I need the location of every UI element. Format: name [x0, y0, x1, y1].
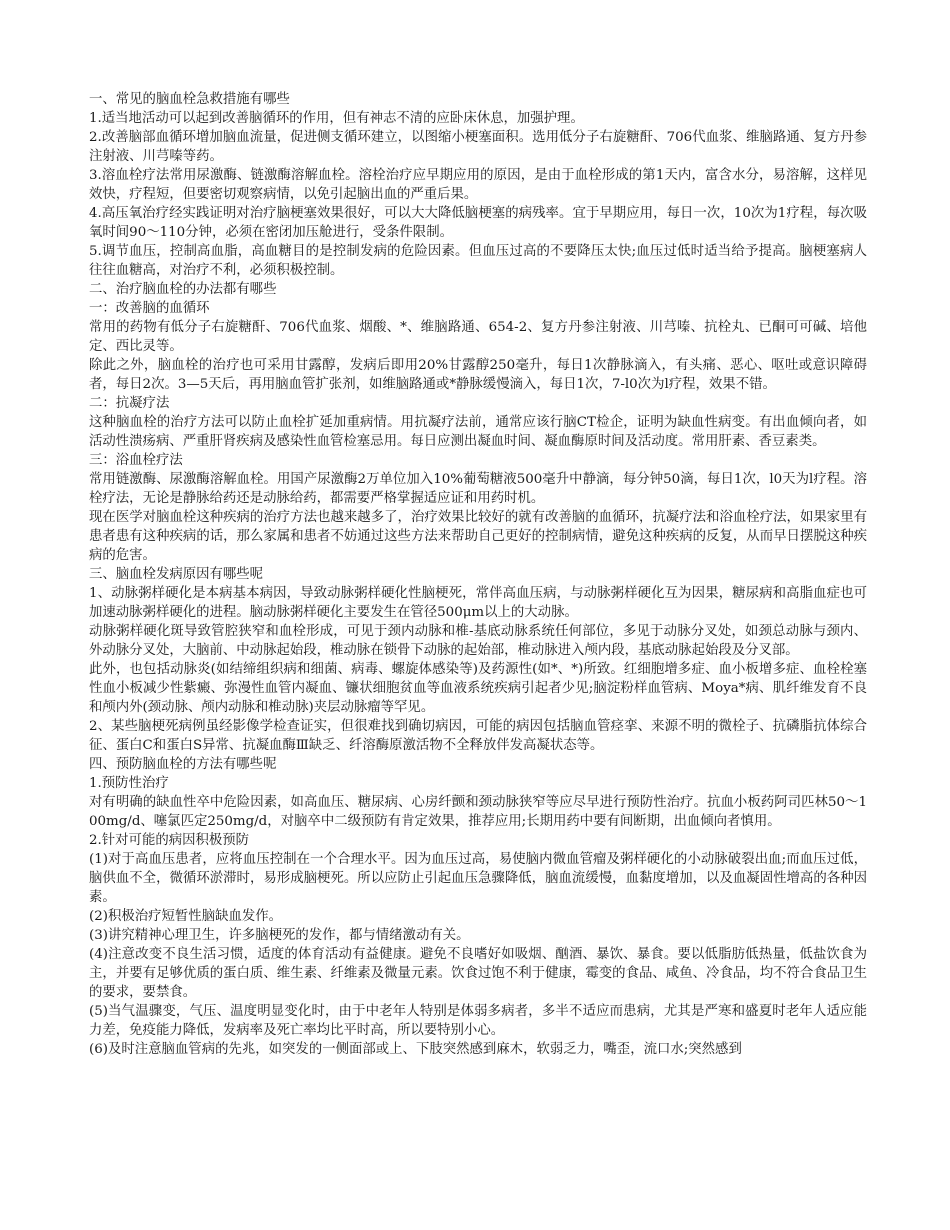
paragraph: 5.调节血压，控制高血脂，高血糖目的是控制发病的危险因素。但血压过高的不要降压太快;血压过低时适当给予提高。脑梗塞病人往往血糖高，对治疗不利，必须积极控制。: [89, 244, 867, 278]
paragraph: 常用链激酶、尿激酶溶解血栓。用国产尿激酶2万单位加入10%葡萄糖液500毫升中静滴，每分钟50滴，每日1次，l0天为l疗程。溶栓疗法，无论是静脉给药还是动脉给药，都需要严格掌握适应证和用药时机。: [89, 472, 867, 506]
paragraph: (5)当气温骤变，气压、温度明显变化时，由于中老年人特别是体弱多病者，多半不适应而患病，尤其是严寒和盛夏时老年人适应能力差，免疫能力降低，发病率及死亡率均比平时高，所以要特别小心。: [89, 1004, 867, 1038]
document-body: [89, 90, 867, 1059]
section-heading: 一、常见的脑血栓急救措施有哪些: [89, 92, 290, 107]
section-heading: 四、预防脑血栓的方法有哪些呢: [89, 757, 277, 772]
section-heading: 一：改善脑的血循环: [89, 301, 210, 316]
paragraph: 常用的药物有低分子右旋糖酐、706代血浆、烟酸、*、维脑路通、654-2、复方丹参注射液、川芎嗪、抗栓丸、已酮可可碱、培他定、西比灵等。: [89, 320, 867, 354]
paragraph: (6)及时注意脑血管病的先兆，如突发的一侧面部或上、下肢突然感到麻木，软弱乏力，嘴歪，流口水;突然感到: [89, 1042, 742, 1057]
paragraph: 1.适当地活动可以起到改善脑循环的作用，但有神志不清的应卧床休息，加强护理。: [89, 111, 584, 126]
paragraph: 对有明确的缺血性卒中危险因素，如高血压、糖尿病、心房纤颤和颈动脉狭窄等应尽早进行预防性治疗。抗血小板药阿司匹林50～100mg/d、噻氯匹定250mg/d，对脑卒中二级预防有肯定效果，推荐应用;长期用药中要有间断期，出血倾向者慎用。: [89, 795, 867, 829]
paragraph: 4.高压氧治疗经实践证明对治疗脑梗塞效果很好，可以大大降低脑梗塞的病残率。宜于早期应用，每日一次，10次为1疗程，每次吸氧时间90～110分钟，必须在密闭加压舱进行，受条件限制。: [89, 206, 867, 240]
section-heading: 三、脑血栓发病原因有哪些呢: [89, 567, 264, 582]
paragraph: 3.溶血栓疗法常用尿激酶、链激酶溶解血栓。溶栓治疗应早期应用的原因，是由于血栓形成的第1天内，富含水分，易溶解，这样见效快，疗程短，但要密切观察病情，以免引起脑出血的严重后果。: [89, 168, 867, 202]
paragraph: (1)对于高血压患者，应将血压控制在一个合理水平。因为血压过高，易使脑内微血管瘤及粥样硬化的小动脉破裂出血;而血压过低，脑供血不全，微循环淤滞时，易形成脑梗死。所以应防止引起血压急骤降低，脑血流缓慢，血黏度增加，以及血凝固性增高的各种因素。: [89, 852, 867, 905]
paragraph: 现在医学对脑血栓这种疾病的治疗方法也越来越多了，治疗效果比较好的就有改善脑的血循环，抗凝疗法和浴血栓疗法，如果家里有患者患有这种疾病的话，那么家属和患者不妨通过这些方法来帮助自己更好的控制病情，避免这种疾病的反复，从而早日摆脱这种疾病的危害。: [89, 510, 867, 563]
paragraph: (3)讲究精神心理卫生，许多脑梗死的发作，都与情绪激动有关。: [89, 928, 470, 943]
paragraph: 除此之外，脑血栓的治疗也可采用甘露醇，发病后即用20%甘露醇250毫升，每日1次静脉滴入，有头痛、恶心、呕吐或意识障碍者，每日2次。3—5天后，再用脑血管扩张剂，如维脑路通或*静脉缓慢滴入，每日1次，7-l0次为l疗程，效果不错。: [89, 358, 867, 392]
paragraph: 这种脑血栓的治疗方法可以防止血栓扩延加重病情。用抗凝疗法前，通常应该行脑CT检企，证明为缺血性病变。有出血倾向者，如活动性溃疡病、严重肝肾疾病及感染性血管检塞忌用。每日应测出凝血时间、凝血酶原时间及活动度。常用肝素、香豆素类。: [89, 415, 867, 449]
paragraph: (4)注意改变不良生活习惯，适度的体育活动有益健康。避免不良嗜好如吸烟、酗酒、暴饮、暴食。要以低脂肪低热量，低盐饮食为主，并要有足够优质的蛋白质、维生素、纤维素及微量元素。饮食过饱不利于健康，霉变的食品、咸鱼、冷食品，均不符合食品卫生的要求，要禁食。: [89, 947, 867, 1000]
paragraph: 2.改善脑部血循环增加脑血流量，促进侧支循环建立，以图缩小梗塞面积。选用低分子右旋糖酐、706代血浆、维脑路通、复方丹参注射液、川芎嗪等药。: [89, 130, 867, 164]
paragraph: 1、动脉粥样硬化是本病基本病因，导致动脉粥样硬化性脑梗死，常伴高血压病，与动脉粥样硬化互为因果，糖尿病和高脂血症也可加速动脉粥样硬化的进程。脑动脉粥样硬化主要发生在管径500μm以上的大动脉。: [89, 586, 867, 620]
section-heading: 二：抗凝疗法: [89, 396, 170, 411]
paragraph: 2.针对可能的病因积极预防: [89, 833, 250, 848]
section-heading: 二、治疗脑血栓的办法都有哪些: [89, 282, 277, 297]
paragraph: 1.预防性治疗: [89, 776, 169, 791]
paragraph: 动脉粥样硬化斑导致管腔狭窄和血栓形成，可见于颈内动脉和椎-基底动脉系统任何部位，多见于动脉分叉处，如颈总动脉与颈内、外动脉分叉处，大脑前、中动脉起始段，椎动脉在锁骨下动脉的起始部，椎动脉进入颅内段，基底动脉起始段及分叉部。: [89, 624, 867, 658]
section-heading: 三：浴血栓疗法: [89, 453, 183, 468]
paragraph: 2、某些脑梗死病例虽经影像学检查证实，但很难找到确切病因，可能的病因包括脑血管痉挛、来源不明的微栓子、抗磷脂抗体综合征、蛋白C和蛋白S异常、抗凝血酶Ⅲ缺乏、纤溶酶原激活物不全释放伴发高凝状态等。: [89, 719, 867, 753]
paragraph: 此外，也包括动脉炎(如结缔组织病和细菌、病毒、螺旋体感染等)及药源性(如*、*)所致。红细胞增多症、血小板增多症、血栓栓塞性血小板减少性紫癜、弥漫性血管内凝血、镰状细胞贫血等血液系统疾病引起者少见;脑淀粉样血管病、Moya*病、肌纤维发育不良和颅内外(颈动脉、颅内动脉和椎动脉)夹层动脉瘤等罕见。: [89, 662, 867, 715]
paragraph: (2)积极治疗短暂性脑缺血发作。: [89, 909, 283, 924]
